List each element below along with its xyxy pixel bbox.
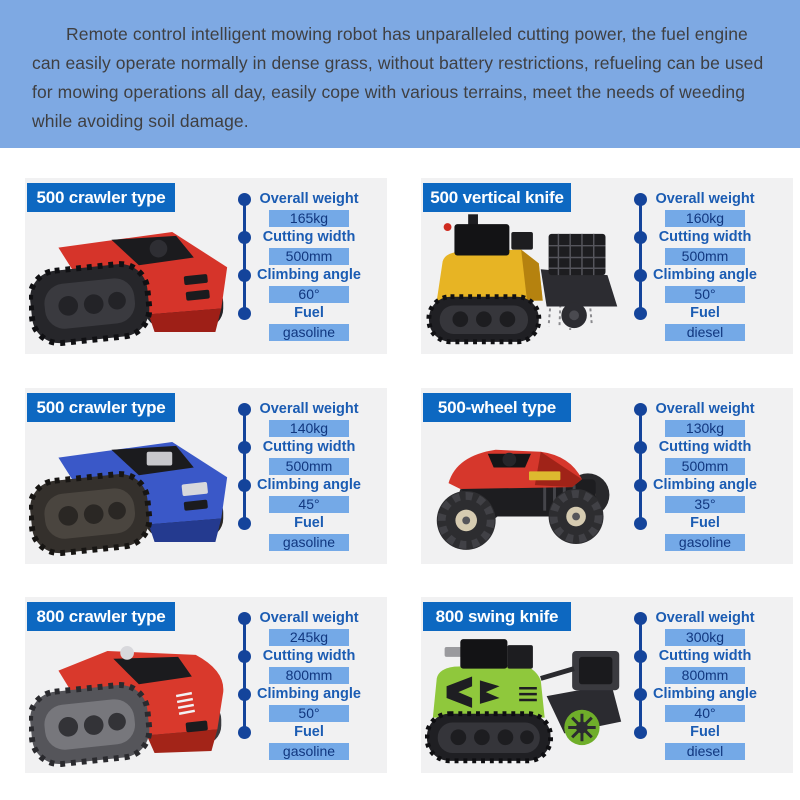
spec-value-overall-weight: 245kg — [269, 629, 349, 646]
spec-value-climbing-angle: 35° — [665, 496, 745, 513]
product-photo-yellow-flail — [425, 212, 631, 350]
product-photo-blue-crawler — [29, 422, 235, 560]
timeline-dot — [634, 726, 647, 739]
spec-label-climbing-angle: Climbing angle — [257, 267, 361, 283]
spec-value-cutting-width: 500mm — [269, 458, 349, 475]
spec-value-climbing-angle: 50° — [665, 286, 745, 303]
spec-value-overall-weight: 160kg — [665, 210, 745, 227]
spec-value-climbing-angle: 60° — [269, 286, 349, 303]
spec-value-overall-weight: 300kg — [665, 629, 745, 646]
spec-list — [634, 609, 784, 764]
spec-label-climbing-angle: Climbing angle — [653, 267, 757, 283]
spec-label-climbing-angle: Climbing angle — [653, 477, 757, 493]
spec-label-overall-weight: Overall weight — [259, 610, 359, 626]
red-crawler-robot-800-illustration — [29, 631, 235, 769]
timeline-rail — [238, 190, 251, 345]
red-crawler-robot-illustration — [29, 212, 235, 350]
product-type-tag: 500-wheel type — [423, 393, 571, 422]
product-type-tag: 500 crawler type — [27, 183, 175, 212]
spec-label-fuel: Fuel — [690, 724, 720, 740]
yellow-flail-robot-illustration — [425, 212, 631, 350]
timeline-dot — [634, 307, 647, 320]
timeline-dot — [634, 688, 647, 701]
timeline-dot — [238, 517, 251, 530]
spec-value-climbing-angle: 40° — [665, 705, 745, 722]
timeline-dot — [634, 193, 647, 206]
spec-list — [634, 400, 784, 555]
spec-label-overall-weight: Overall weight — [655, 401, 755, 417]
timeline-dot — [238, 612, 251, 625]
spec-value-cutting-width: 500mm — [665, 248, 745, 265]
spec-label-fuel: Fuel — [294, 305, 324, 321]
spec-value-fuel: gasoline — [269, 743, 349, 760]
timeline-dot — [238, 441, 251, 454]
spec-label-fuel: Fuel — [294, 724, 324, 740]
timeline-rail — [238, 400, 251, 555]
timeline-dot — [634, 650, 647, 663]
spec-value-fuel: gasoline — [269, 324, 349, 341]
product-card-500-vertical-knife — [421, 178, 793, 354]
product-photo-red-crawler-large — [29, 631, 235, 769]
timeline-rail — [634, 400, 647, 555]
spec-value-climbing-angle: 50° — [269, 705, 349, 722]
spec-value-fuel: diesel — [665, 324, 745, 341]
spec-label-overall-weight: Overall weight — [259, 401, 359, 417]
timeline-dot — [238, 269, 251, 282]
product-type-tag: 800 crawler type — [27, 602, 175, 631]
product-photo-red-crawler — [29, 212, 235, 350]
timeline-dot — [238, 307, 251, 320]
timeline-dot — [634, 269, 647, 282]
spec-label-overall-weight: Overall weight — [259, 191, 359, 207]
red-wheeled-robot-illustration — [425, 422, 631, 560]
spec-label-fuel: Fuel — [690, 305, 720, 321]
spec-value-climbing-angle: 45° — [269, 496, 349, 513]
spec-label-climbing-angle: Climbing angle — [257, 477, 361, 493]
spec-label-cutting-width: Cutting width — [658, 648, 752, 664]
spec-value-overall-weight: 165kg — [269, 210, 349, 227]
product-card-500-crawler-blue — [25, 388, 387, 564]
spec-value-cutting-width: 500mm — [269, 248, 349, 265]
spec-value-fuel: gasoline — [665, 534, 745, 551]
spec-list — [238, 400, 388, 555]
timeline-dot — [634, 441, 647, 454]
product-card-800-crawler — [25, 597, 387, 773]
product-card-500-crawler — [25, 178, 387, 354]
spec-label-overall-weight: Overall weight — [655, 610, 755, 626]
spec-list — [238, 609, 388, 764]
product-type-tag: 500 vertical knife — [423, 183, 571, 212]
intro-text: Remote control intelligent mowing robot has unparalleled cutting power, the fuel engine can easily operate normally in dense grass, without battery restrictions, refueling can be used for mowing operations all day, easily cope with various terrains, meet the needs of weeding while avoiding soil damage. — [32, 24, 764, 131]
timeline-rail — [634, 190, 647, 345]
timeline-rail — [238, 609, 251, 764]
timeline-dot — [238, 231, 251, 244]
product-photo-red-wheeled — [425, 422, 631, 560]
timeline-rail — [634, 609, 647, 764]
timeline-dot — [238, 403, 251, 416]
spec-label-cutting-width: Cutting width — [658, 229, 752, 245]
timeline-dot — [634, 479, 647, 492]
spec-label-climbing-angle: Climbing angle — [653, 686, 757, 702]
product-type-tag: 500 crawler type — [27, 393, 175, 422]
spec-list — [238, 190, 388, 345]
timeline-dot — [238, 688, 251, 701]
spec-label-overall-weight: Overall weight — [655, 191, 755, 207]
timeline-dot — [634, 403, 647, 416]
spec-value-cutting-width: 800mm — [269, 667, 349, 684]
spec-value-fuel: gasoline — [269, 534, 349, 551]
timeline-dot — [238, 726, 251, 739]
spec-label-cutting-width: Cutting width — [262, 439, 356, 455]
timeline-dot — [238, 193, 251, 206]
blue-crawler-robot-illustration — [29, 422, 235, 560]
spec-label-cutting-width: Cutting width — [262, 648, 356, 664]
timeline-dot — [634, 517, 647, 530]
spec-label-fuel: Fuel — [690, 515, 720, 531]
product-photo-green-flail — [425, 631, 631, 769]
spec-value-cutting-width: 800mm — [665, 667, 745, 684]
product-type-tag: 800 swing knife — [423, 602, 571, 631]
spec-label-cutting-width: Cutting width — [658, 439, 752, 455]
timeline-dot — [634, 231, 647, 244]
timeline-dot — [238, 650, 251, 663]
product-card-500-wheel — [421, 388, 793, 564]
spec-value-overall-weight: 130kg — [665, 420, 745, 437]
product-card-800-swing-knife — [421, 597, 793, 773]
spec-list — [634, 190, 784, 345]
timeline-dot — [238, 479, 251, 492]
green-flail-robot-illustration — [425, 631, 631, 769]
spec-label-cutting-width: Cutting width — [262, 229, 356, 245]
spec-value-cutting-width: 500mm — [665, 458, 745, 475]
intro-banner — [0, 0, 800, 148]
spec-label-fuel: Fuel — [294, 515, 324, 531]
spec-label-climbing-angle: Climbing angle — [257, 686, 361, 702]
spec-value-overall-weight: 140kg — [269, 420, 349, 437]
spec-value-fuel: diesel — [665, 743, 745, 760]
timeline-dot — [634, 612, 647, 625]
